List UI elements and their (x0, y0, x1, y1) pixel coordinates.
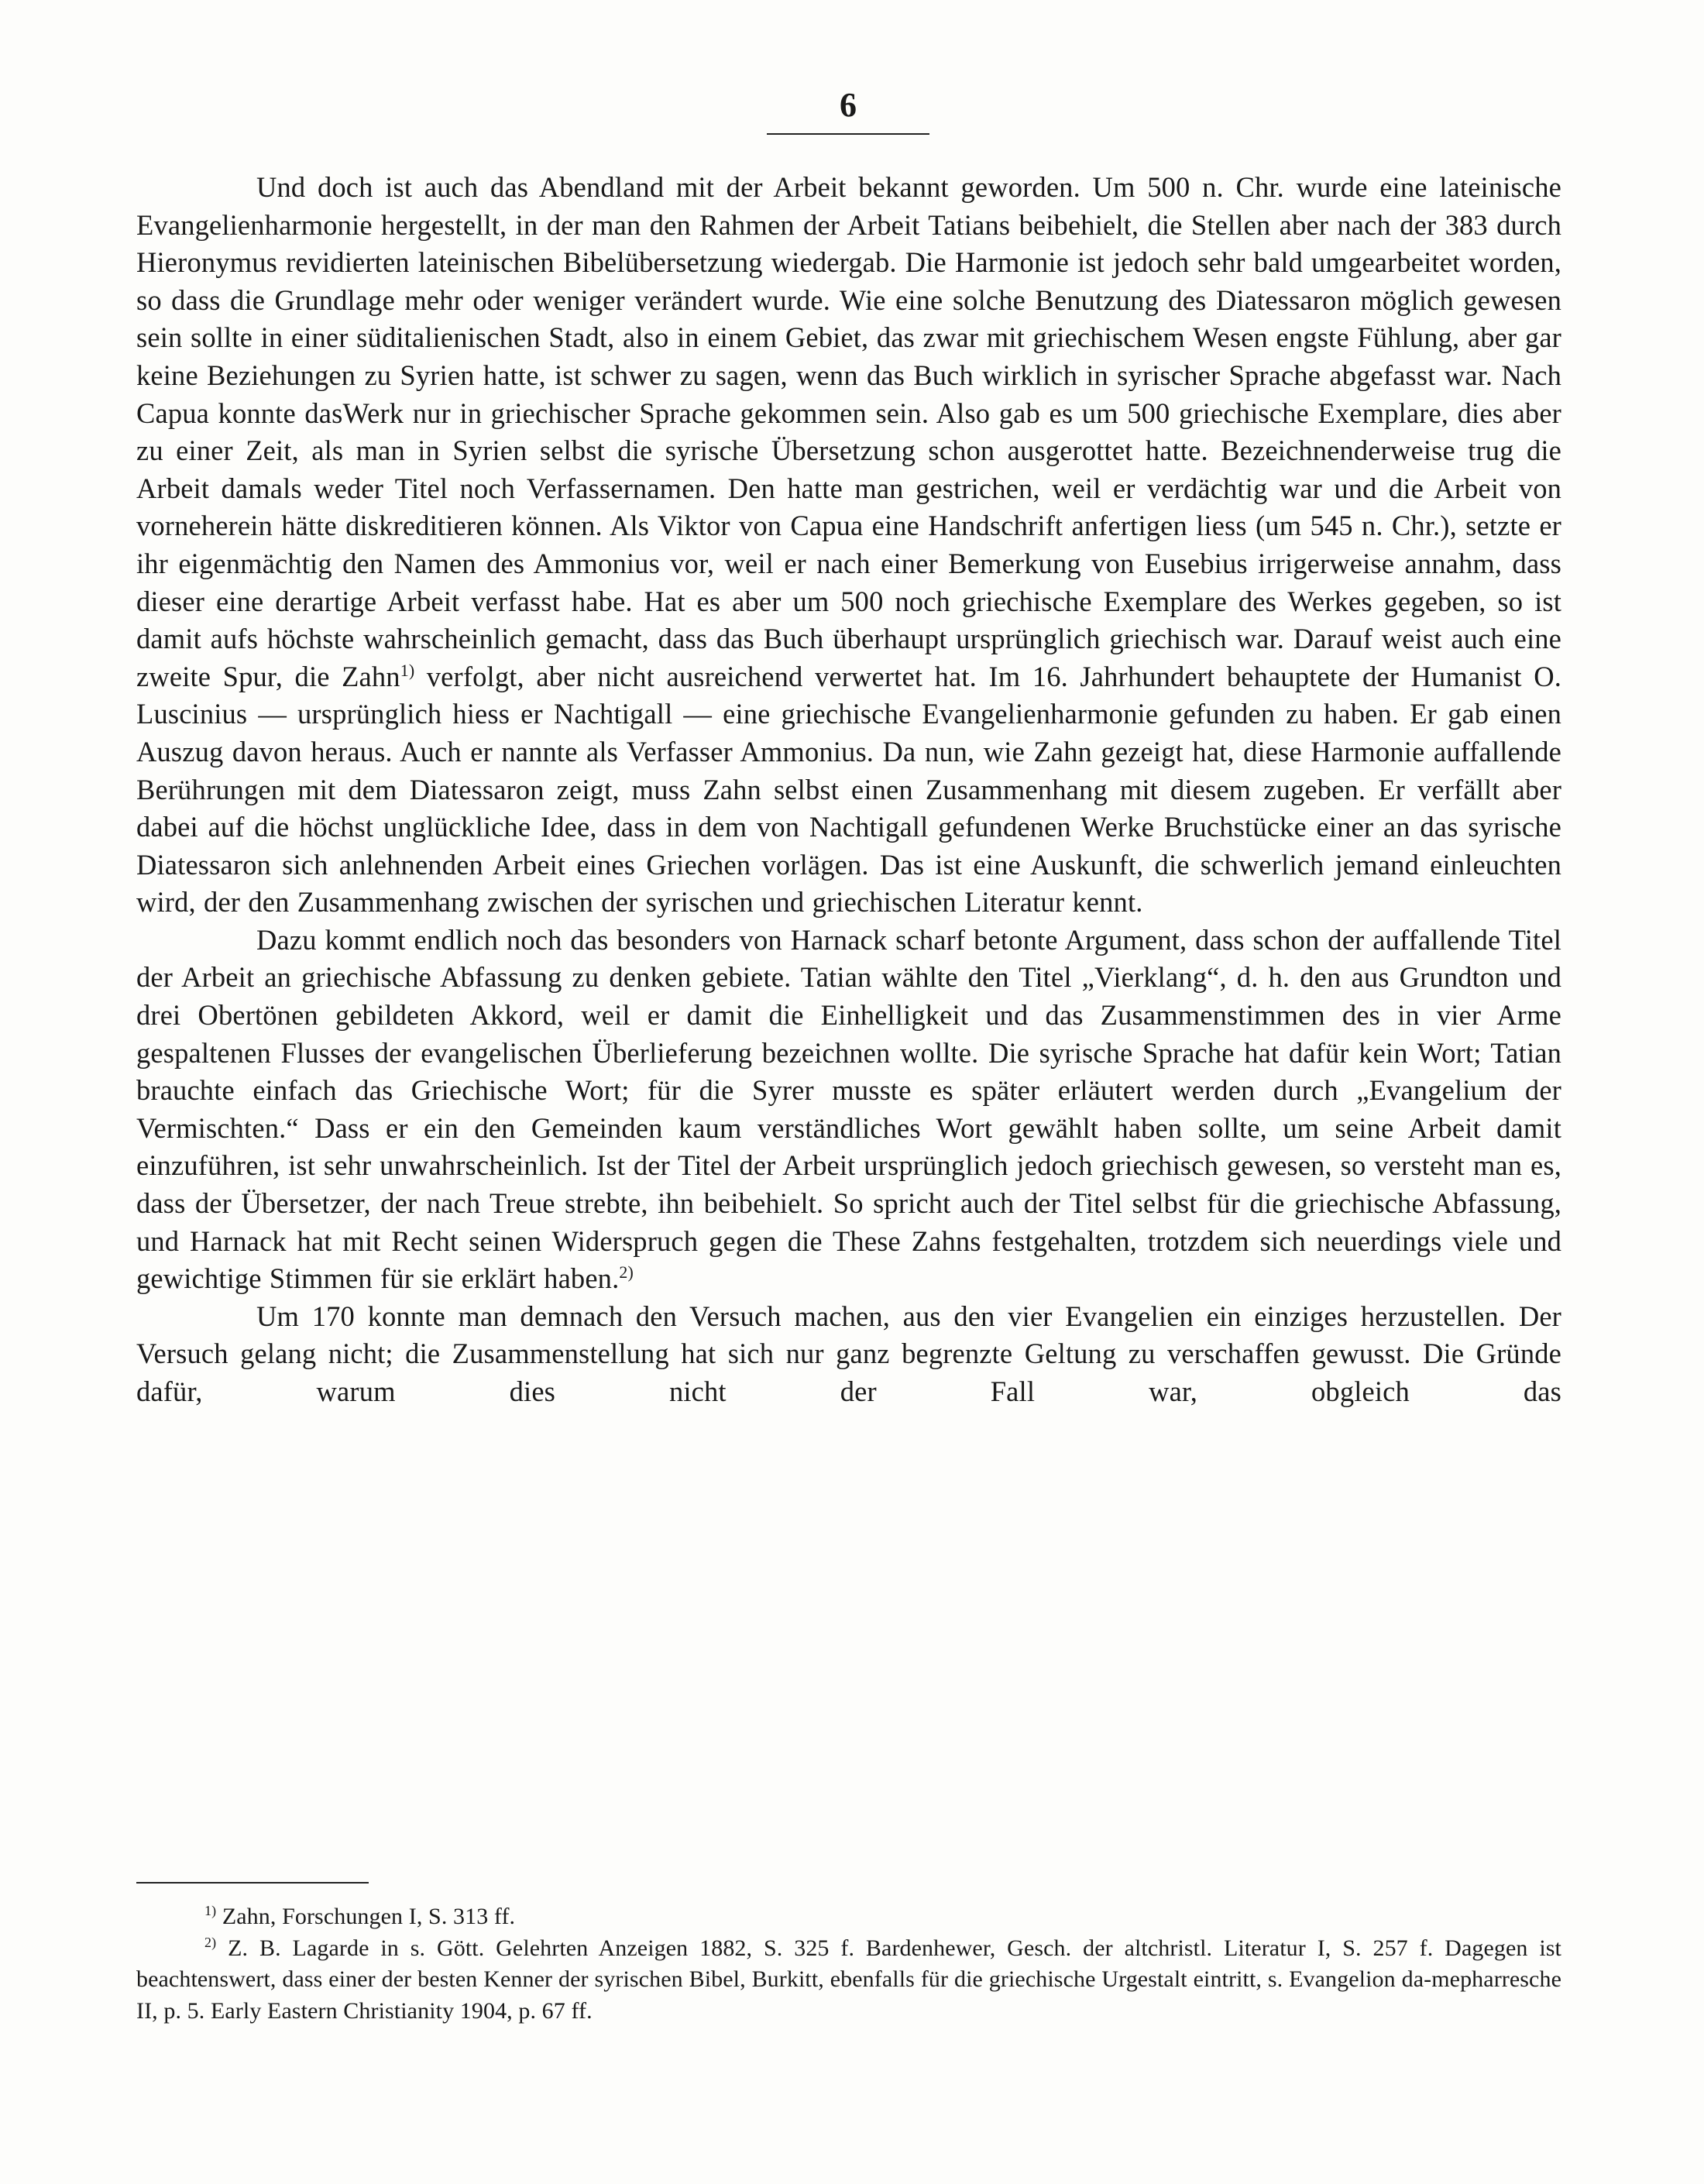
footnote-ref-2: 2) (619, 1262, 634, 1283)
footnote-1 (136, 1901, 1561, 1933)
footnotes (136, 1901, 1561, 2027)
paragraph-3 (136, 1298, 1561, 1411)
paragraph-3-text: Um 170 konnte man demnach den Versuch machen, aus den vier Evangelien ein einziges herzustellen. Der Versuch gelang nicht; die Zusammenstellung hat sich nur ganz begrenzte Geltung zu verschaffen gewusst. Die Gründe dafür, warum dies nicht der Fall war, obgleich das (136, 1300, 1561, 1407)
main-text (136, 169, 1561, 1411)
footnote-2-text: Z. B. Lagarde in s. Gött. Gelehrten Anzeigen 1882, S. 325 f. Bardenhewer, Gesch. der altchristl. Literatur I, S. 257 f. Dagegen ist beachtenswert, dass einer der besten Kenner der syrischen Bibel, Burkitt, ebenfalls für die griechische Urgestalt eintritt, s. Evangelion da-mepharresche II, p. 5. Early Eastern Christianity 1904, p. 67 ff. (136, 1935, 1561, 2024)
footnote-1-text: Zahn, Forschungen I, S. 313 ff. (222, 1904, 516, 1929)
page-number: 6 (840, 86, 857, 124)
paragraph-1 (136, 169, 1561, 922)
footnote-1-marker: 1) (204, 1903, 217, 1918)
paragraph-2 (136, 922, 1561, 1298)
paragraph-1-text-after: verfolgt, aber nicht ausreichend verwertet hat. Im 16. Jahrhundert behauptete der Humanist O. Luscinius — ursprünglich hiess er Nachtigall — eine griechische Evangelienharmonie gefunden zu haben. Er gab einen Auszug davon heraus. Auch er nannte als Verfasser Ammonius. Da nun, wie Zahn gezeigt hat, diese Harmonie auffallende Berührungen mit dem Diatessaron zeigt, muss Zahn selbst einen Zusammenhang mit diesem zugeben. Er verfällt aber dabei auf die höchst unglückliche Idee, dass in dem von Nachtigall gefundenen Werke Bruchstücke einer an das syrische Diatessaron sich anlehnenden Arbeit eines Griechen vorlägen. Das ist eine Auskunft, die schwerlich jemand einleuchten wird, der den Zusammenhang zwischen der syrischen und griechischen Literatur kennt. (136, 660, 1561, 919)
footnote-2-marker: 2) (204, 1934, 217, 1950)
footnote-2 (136, 1933, 1561, 2028)
paragraph-1-text: Und doch ist auch das Abendland mit der Arbeit bekannt geworden. Um 500 n. Chr. wurde eine lateinische Evangelienharmonie hergestellt, in der man den Rahmen der Arbeit Tatians beibehielt, die Stellen aber nach der 383 durch Hieronymus revidierten lateinischen Bibelübersetzung wiedergab. Die Harmonie ist jedoch sehr bald umgearbeitet worden, so dass die Grundlage mehr oder weniger verändert wurde. Wie eine solche Benutzung des Diatessaron möglich gewesen sein sollte in einer süditalienischen Stadt, also in einem Gebiet, das zwar mit griechischem Wesen engste Fühlung, aber gar keine Beziehungen zu Syrien hatte, ist schwer zu sagen, wenn das Buch wirklich in syrischer Sprache abgefasst war. Nach Capua konnte dasWerk nur in griechischer Sprache gekommen sein. Also gab es um 500 griechische Exemplare, dies aber zu einer Zeit, als man in Syrien selbst die syrische Übersetzung schon ausgerottet hatte. Bezeichnenderweise trug die Arbeit damals weder Titel noch Verfassernamen. Den hatte man gestrichen, weil er verdächtig war und die Arbeit von vorneherein hätte diskreditieren können. Als Viktor von Capua eine Handschrift anfertigen liess (um 545 n. Chr.), setzte er ihr eigenmächtig den Namen des Ammonius vor, weil er nach einer Bemerkung von Eusebius irrigerweise annahm, dass dieser eine derartige Arbeit verfasst habe. Hat es aber um 500 noch griechische Exemplare des Werkes gegeben, so ist damit aufs höchste wahrscheinlich gemacht, dass das Buch überhaupt ursprünglich griechisch war. Darauf weist auch eine zweite Spur, die Zahn (136, 171, 1561, 692)
footnote-rule (136, 1882, 369, 1884)
footnote-ref-1: 1) (400, 660, 415, 680)
paragraph-2-text: Dazu kommt endlich noch das besonders von Harnack scharf betonte Argument, dass schon der auffallende Titel der Arbeit an griechische Abfassung zu denken gebiete. Tatian wählte den Titel „Vierklang“, d. h. den aus Grundton und drei Obertönen gebildeten Akkord, weil er damit die Einhelligkeit und das Zusammenstimmen des in vier Arme gespaltenen Flusses der evangelischen Überlieferung bezeichnen wollte. Die syrische Sprache hat dafür kein Wort; Tatian brauchte einfach das Griechische Wort; für die Syrer musste es später erläutert werden durch „Evangelium der Vermischten.“ Dass er ein den Gemeinden kaum verständliches Wort gewählt haben sollte, um seine Arbeit damit einzuführen, ist sehr unwahrscheinlich. Ist der Titel der Arbeit ursprünglich jedoch griechisch gewesen, so versteht man es, dass der Übersetzer, der nach Treue strebte, ihn beibehielt. So spricht auch der Titel selbst für die griechische Abfassung, und Harnack hat mit Recht seinen Widerspruch gegen die These Zahns festgehalten, trotzdem sich neuerdings viele und gewichtige Stimmen für sie erklärt haben. (136, 923, 1561, 1295)
page-number-rule (767, 133, 929, 135)
